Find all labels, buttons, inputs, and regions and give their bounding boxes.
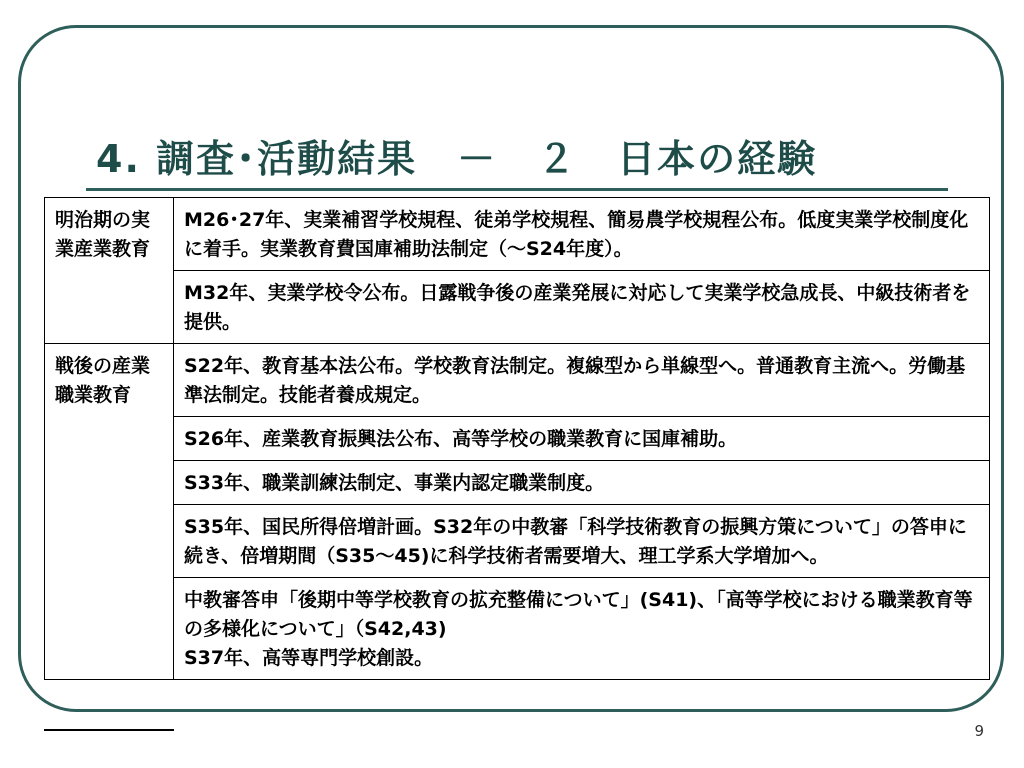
- table-row: [45, 344, 990, 417]
- table-row: [45, 271, 990, 344]
- table-row: [45, 198, 990, 271]
- era-label: 明治期の実業産業教育: [55, 209, 151, 260]
- event-text: M26･27年、実業補習学校規程、徒弟学校規程、簡易農学校規程公布。低度実業学校制度化に着手。実業教育費国庫補助法制定（～S24年度）。: [184, 209, 969, 260]
- era-cell-meiji: [45, 198, 174, 344]
- event-cell: [174, 344, 990, 417]
- table-row: [45, 578, 990, 680]
- event-text: S22年、教育基本法公布。学校教育法制定。複線型から単線型へ。普通教育主流へ。労働基準法制定。技能者養成規定。: [184, 355, 966, 406]
- history-table: [44, 197, 990, 680]
- event-cell: [174, 461, 990, 505]
- event-cell: [174, 271, 990, 344]
- table-row: [45, 461, 990, 505]
- event-cell: [174, 417, 990, 461]
- event-cell: [174, 578, 990, 680]
- table-bottom-rule: [44, 729, 174, 731]
- table-row: [45, 417, 990, 461]
- slide-title: 4. 調査･活動結果 － ２ 日本の経験: [96, 137, 818, 181]
- event-cell: [174, 505, 990, 578]
- table-row: [45, 505, 990, 578]
- page-number: 9: [974, 722, 984, 740]
- event-text: M32年、実業学校令公布。日露戦争後の産業発展に対応して実業学校急成長、中級技術者を提供。: [184, 282, 971, 333]
- event-text: S26年、産業教育振興法公布、高等学校の職業教育に国庫補助。: [184, 428, 738, 450]
- era-cell-postwar: [45, 344, 174, 680]
- era-label: 戦後の産業 職業教育: [55, 355, 151, 406]
- title-underline: [86, 188, 948, 191]
- event-text: S33年、職業訓練法制定、事業内認定職業制度。: [184, 472, 605, 494]
- event-text: 中教審答申「後期中等学校教育の拡充整備について」(S41)、「高等学校における職業教育等の多様化について」（S42,43) S37年、高等専門学校創設。: [184, 589, 973, 669]
- event-text: S35年、国民所得倍増計画。S32年の中教審「科学技術教育の振興方策について」の答申に続き、倍増期間（S35～45)に科学技術者需要増大、理工学系大学増加へ。: [184, 516, 967, 567]
- event-cell: [174, 198, 990, 271]
